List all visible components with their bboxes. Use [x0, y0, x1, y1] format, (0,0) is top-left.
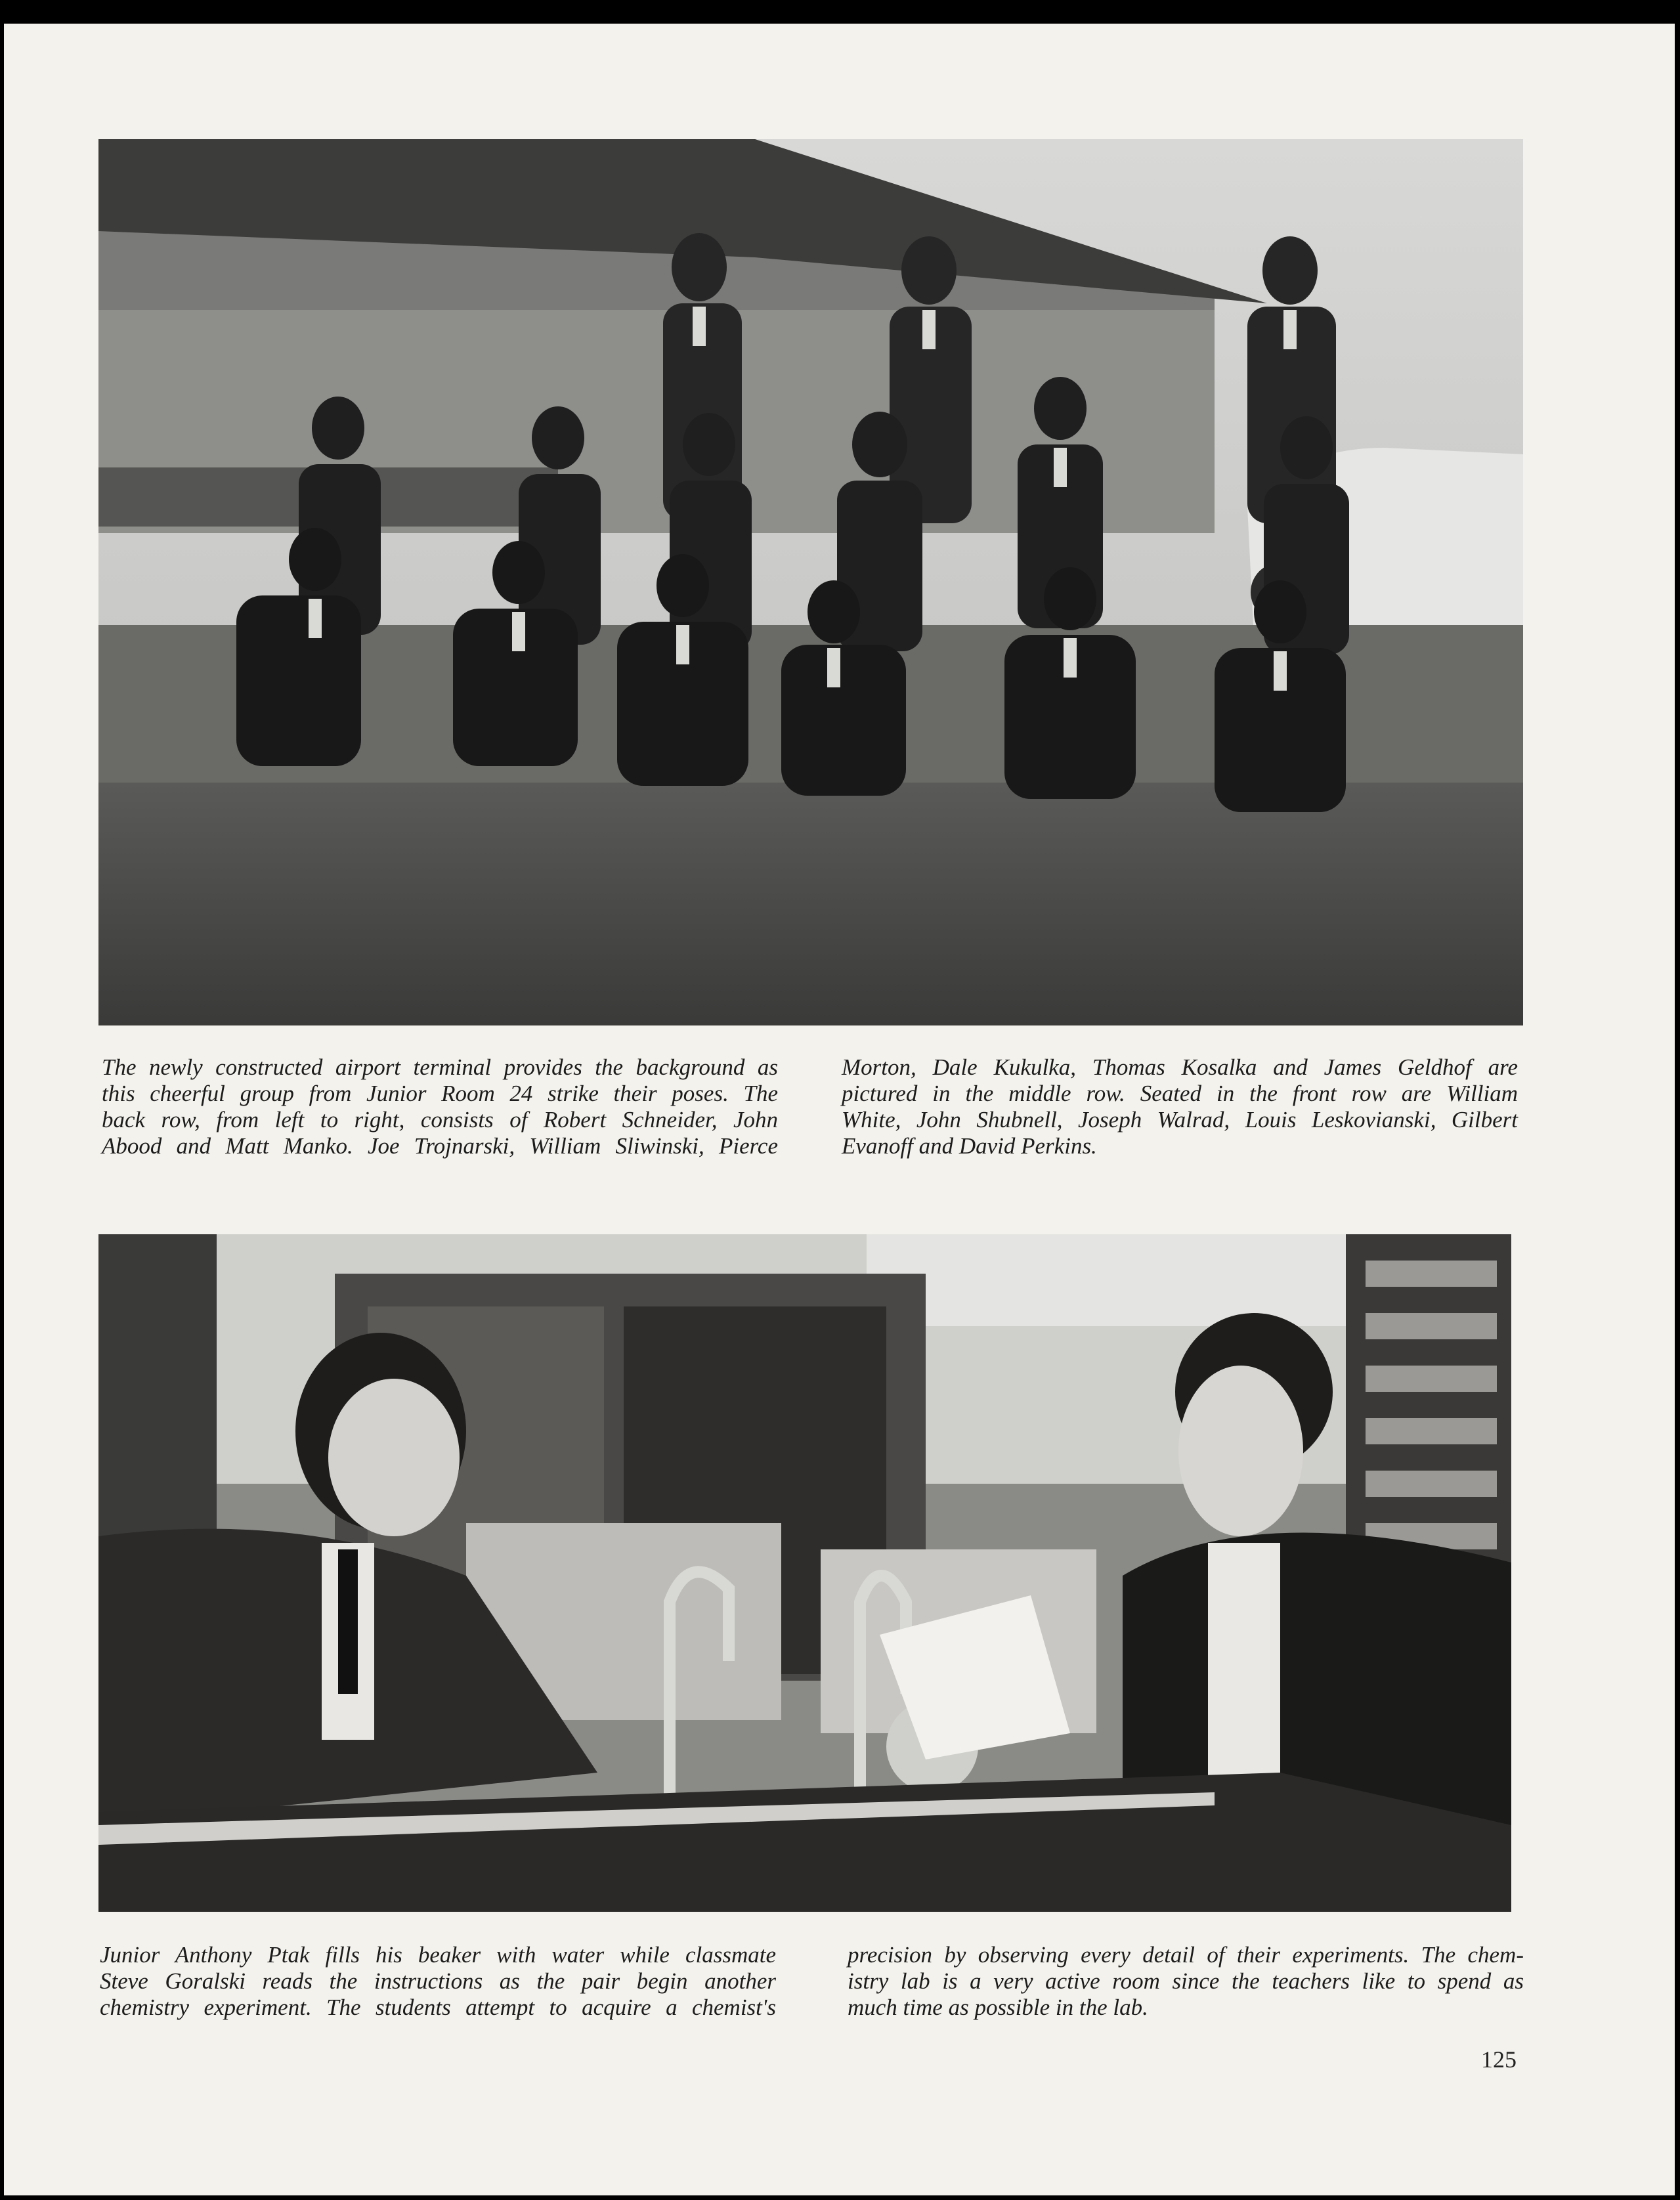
- caption-line: istry lab is a very active room since the teachers like to spend as: [848, 1968, 1524, 1994]
- page-number: 125: [1481, 2046, 1517, 2073]
- lab-photo-caption-left: [100, 1942, 776, 2021]
- chemistry-lab-photo-icon: [98, 1234, 1511, 1912]
- lab-photo: [98, 1234, 1511, 1912]
- caption-line: precision by observing every detail of their experiments. The chem-: [848, 1942, 1524, 1968]
- group-photo: [98, 139, 1523, 1025]
- caption-line: Junior Anthony Ptak fills his beaker with water while classmate: [100, 1942, 776, 1968]
- caption-line: Steve Goralski reads the instructions as the pair begin another: [100, 1968, 776, 1994]
- group-photo-caption-right: [842, 1054, 1518, 1159]
- group-photo-airport-terminal-icon: [98, 139, 1523, 1025]
- caption-line: Morton, Dale Kukulka, Thomas Kosalka and James Geldhof are: [842, 1054, 1518, 1080]
- caption-line: White, John Shubnell, Joseph Walrad, Louis Leskovianski, Gilbert: [842, 1107, 1518, 1132]
- caption-line: The newly constructed airport terminal provides the background as: [102, 1054, 778, 1080]
- caption-line: pictured in the middle row. Seated in the front row are William: [842, 1081, 1518, 1106]
- caption-line: this cheerful group from Junior Room 24 strike their poses. The: [102, 1081, 778, 1106]
- group-photo-caption-left: [102, 1054, 778, 1159]
- caption-line: Evanoff and David Perkins.: [842, 1133, 1097, 1159]
- caption-line: chemistry experiment. The students attempt to acquire a chemist's: [100, 1995, 776, 2020]
- caption-line: much time as possible in the lab.: [848, 1995, 1148, 2020]
- caption-line: back row, from left to right, consists of Robert Schneider, John: [102, 1107, 778, 1132]
- yearbook-page: [4, 24, 1675, 2195]
- caption-line: Abood and Matt Manko. Joe Trojnarski, William Sliwinski, Pierce: [102, 1133, 778, 1159]
- lab-photo-caption-right: [848, 1942, 1524, 2021]
